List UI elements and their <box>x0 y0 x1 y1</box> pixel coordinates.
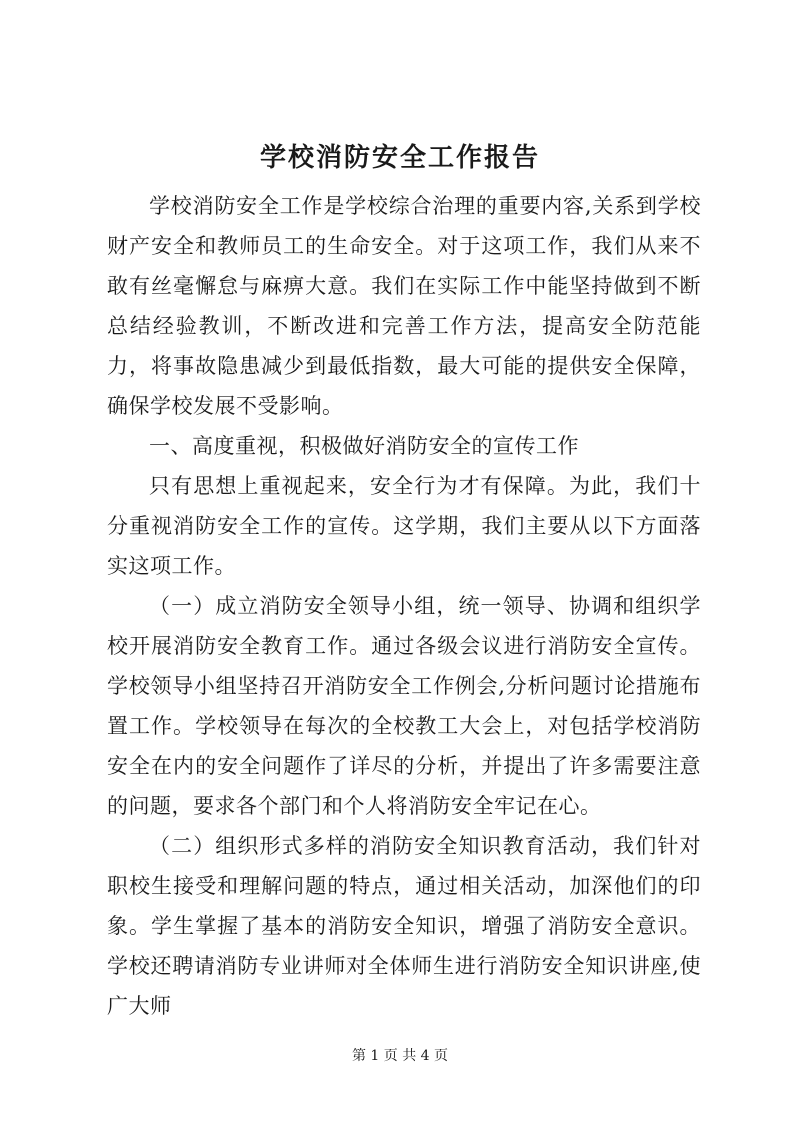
subsection-2-paragraph: （二）组织形式多样的消防安全知识教育活动，我们针对职校生接受和理解问题的特点，通过相关活动，加深他们的印象。学生掌握了基本的消防安全知识，增强了消防安全意识。学校还聘请消防专业讲师对全体师生进行消防安全知识讲座,使广大师 <box>107 834 701 1018</box>
section-heading-1: 一、高度重视，积极做好消防安全的宣传工作 <box>149 434 579 458</box>
document-title: 学校消防安全工作报告 <box>259 143 540 173</box>
section-1-paragraph: 只有思想上重视起来，安全行为才有保障。为此，我们十分重视消防安全工作的宣传。这学期，我们主要从以下方面落实这项工作。 <box>107 474 701 578</box>
intro-paragraph: 学校消防安全工作是学校综合治理的重要内容,关系到学校财产安全和教师员工的生命安全。对于这项工作，我们从来不敢有丝毫懈怠与麻痹大意。我们在实际工作中能坚持做到不断总结经验教训，不断改进和完善工作方法，提高安全防范能力，将事故隐患减少到最低指数，最大可能的提供安全保障，确保学校发展不受影响。 <box>107 194 701 418</box>
page-footer: 第 1 页 共 4 页 <box>351 1048 449 1064</box>
subsection-1-paragraph: （一）成立消防安全领导小组，统一领导、协调和组织学校开展消防安全教育工作。通过各级会议进行消防安全宣传。学校领导小组坚持召开消防安全工作例会,分析问题讨论措施布置工作。学校领导在每次的全校教工大会上，对包括学校消防安全在内的安全问题作了详尽的分析，并提出了许多需要注意的问题，要求各个部门和个人将消防安全牢记在心。 <box>107 594 701 818</box>
document-body <box>107 186 701 1026</box>
